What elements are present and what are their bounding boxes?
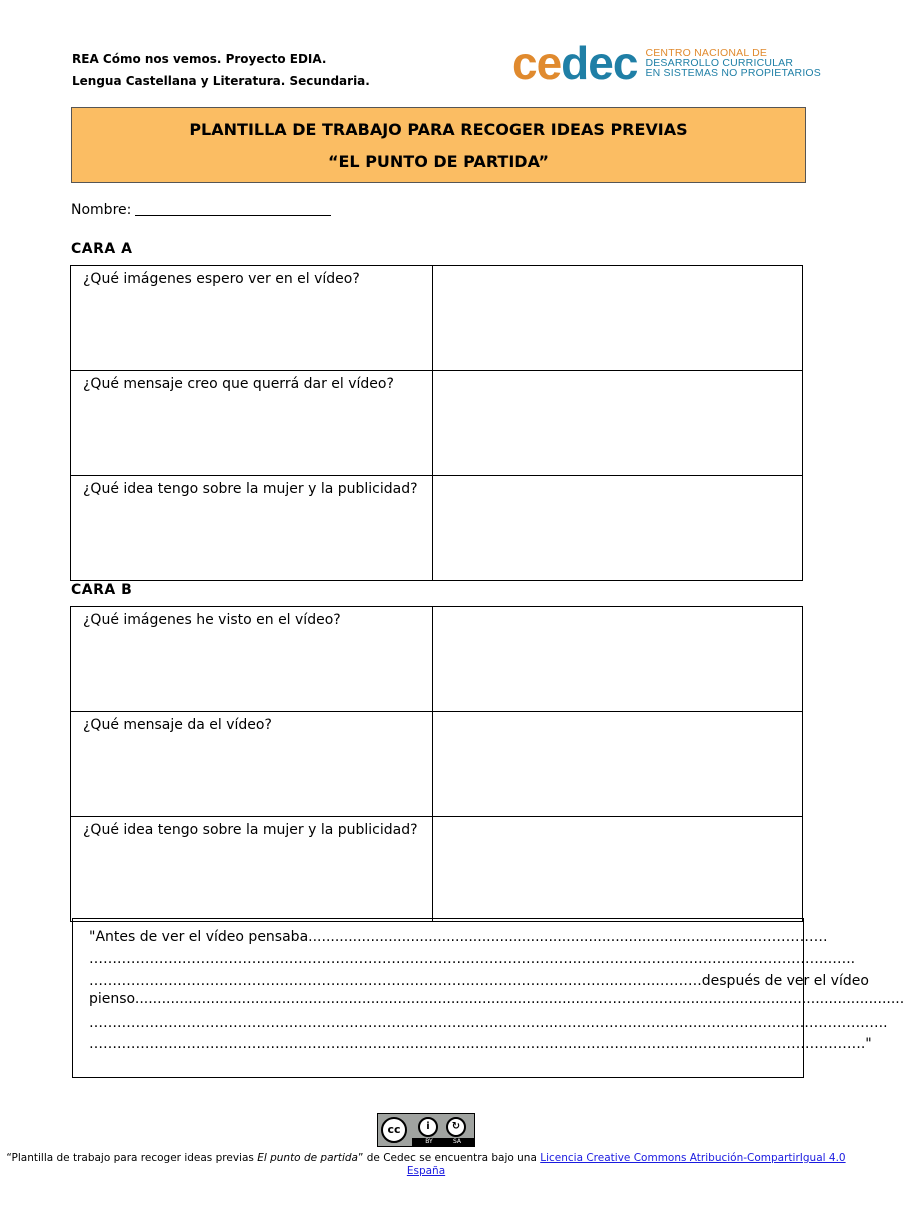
table-row (71, 266, 803, 371)
nombre-blank-line[interactable] (135, 201, 331, 216)
license-bar: BY SA (412, 1138, 474, 1146)
answer-cell[interactable] (433, 476, 803, 581)
cara-a-label: CARA A (71, 241, 133, 257)
question-cell: ¿Qué imágenes espero ver en el vídeo? (71, 266, 433, 371)
title-line-2: “EL PUNTO DE PARTIDA” (327, 152, 549, 171)
answer-cell[interactable] (433, 712, 803, 817)
answer-cell[interactable] (433, 371, 803, 476)
cc-by-sa-badge[interactable] (377, 1113, 475, 1147)
footer-badge-wrap (0, 1113, 852, 1151)
table-row (71, 476, 803, 581)
cara-b-label: CARA B (71, 582, 133, 598)
answer-cell[interactable] (433, 266, 803, 371)
title-line-1: PLANTILLA DE TRABAJO PARA RECOGER IDEAS PREVIAS (189, 120, 688, 139)
reflection-line-5: …….………….……….………….………….………….………….………….…...…….……….………….………….……….………….….. (89, 1015, 888, 1031)
reflection-box (72, 918, 904, 1078)
question-cell: ¿Qué mensaje da el vídeo? (71, 712, 433, 817)
cara-b-table (70, 606, 803, 922)
answer-cell[interactable] (433, 607, 803, 712)
answer-cell[interactable] (433, 817, 803, 922)
table-row (71, 371, 803, 476)
cara-a-table (70, 265, 803, 581)
header-line-2: Lengua Castellana y Literatura. Secundaria. (72, 74, 370, 88)
logo-wordmark: cedec (512, 37, 638, 89)
question-cell: ¿Qué mensaje creo que querrá dar el vídeo? (71, 371, 433, 476)
reflection-despues: después de ver el vídeo (701, 973, 869, 989)
share-alike-icon: ↻ (446, 1117, 466, 1137)
table-row (71, 607, 803, 712)
nombre-field (71, 201, 331, 218)
question-cell: ¿Qué idea tengo sobre la mujer y la publicidad? (71, 476, 433, 581)
person-icon: i (418, 1117, 438, 1137)
nombre-label: Nombre: (71, 202, 132, 218)
license-link[interactable]: Licencia Creative Commons Atribución-CompartirIgual 4.0 España (406, 1152, 846, 1177)
table-row (71, 712, 803, 817)
footer-license-text: “Plantilla de trabajo para recoger ideas previas El punto de partida” de Cedec se encuentra bajo una Licencia Creative Commons Atribución-CompartirIgual 4.0 España (6, 1152, 846, 1177)
cc-icon: cc (381, 1117, 407, 1143)
reflection-line-2: …….………….……….………….………….………….………….………….……….………….………….……….………….…...….. (89, 951, 856, 967)
reflection-line-1: "Antes de ver el vídeo pensaba.....................................................................................................…………… (89, 929, 828, 945)
document-header (72, 48, 370, 92)
header-line-1: REA Cómo nos vemos. Proyecto EDIA. (72, 52, 327, 66)
reflection-line-4: pienso.....................................................................................................…………….….................................................... (89, 991, 904, 1007)
question-cell: ¿Qué imágenes he visto en el vídeo? (71, 607, 433, 712)
cedec-logo (512, 37, 822, 89)
logo-subtitle: CENTRO NACIONAL DE DESARROLLO CURRICULAR EN SISTEMAS NO PROPIETARIOS (645, 47, 822, 79)
title-box (71, 107, 806, 183)
table-row (71, 817, 803, 922)
reflection-line-3: …….………….……….………….………….………….………….………….……….……...……..……….después de ver el vídeo (89, 973, 869, 989)
reflection-line-6: …….………….……….………….………….………….………….………….……….………….………….……….………….…………." (89, 1036, 872, 1052)
question-cell: ¿Qué idea tengo sobre la mujer y la publicidad? (71, 817, 433, 922)
